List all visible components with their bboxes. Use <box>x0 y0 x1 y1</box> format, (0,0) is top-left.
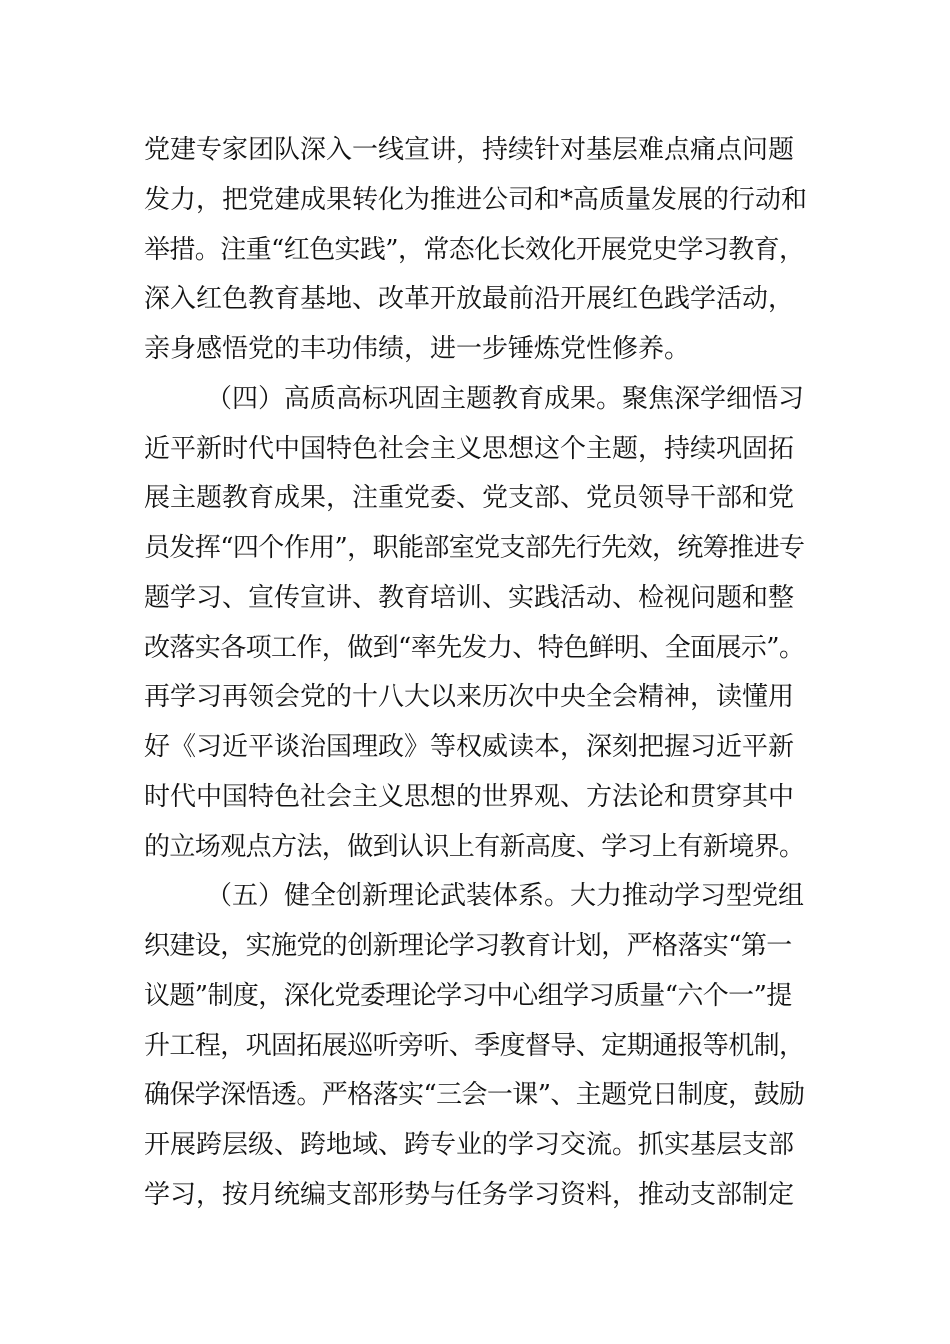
text-line: 题学习、宣传宣讲、教育培训、实践活动、检视问题和整 <box>144 582 795 613</box>
document-body <box>144 126 816 1221</box>
text-line: 确保学深悟透。严格落实“三会一课”、主题党日制度，鼓励 <box>144 1080 805 1111</box>
text-line: 近平新时代中国特色社会主义思想这个主题，持续巩固拓 <box>144 433 795 464</box>
text-line: 员发挥“四个作用”，职能部室党支部先行先效，统筹推进专 <box>144 533 805 563</box>
text-line: 发力，把党建成果转化为推进公司和*高质量发展的行动和 <box>144 184 808 215</box>
section-heading-line: （五）健全创新理论武装体系。大力推动学习型党组 <box>206 881 805 912</box>
text-line: 举措。注重“红色实践”，常态化长效化开展党史学习教育， <box>144 234 805 265</box>
text-line: 学习，按月统编支部形势与任务学习资料，推动支部制定 <box>144 1179 795 1210</box>
section-heading-line: （四）高质高标巩固主题教育成果。聚焦深学细悟习 <box>206 383 805 414</box>
text-line: 改落实各项工作，做到“率先发力、特色鲜明、全面展示”。 <box>144 632 805 663</box>
text-line: 展主题教育成果，注重党委、党支部、党员领导干部和党 <box>144 483 795 514</box>
text-line: 升工程，巩固拓展巡听旁听、季度督导、定期通报等机制， <box>144 1030 805 1061</box>
text-line: 时代中国特色社会主义思想的世界观、方法论和贯穿其中 <box>144 781 795 812</box>
text-line: 深入红色教育基地、改革开放最前沿开展红色践学活动， <box>144 284 795 315</box>
text-line: 的立场观点方法，做到认识上有新高度、学习上有新境界。 <box>144 831 805 862</box>
text-line: 议题”制度，深化党委理论学习中心组学习质量“六个一”提 <box>144 980 792 1011</box>
text-line: 织建设，实施党的创新理论学习教育计划，严格落实“第一 <box>144 931 792 961</box>
text-line: 开展跨层级、跨地域、跨专业的学习交流。抓实基层支部 <box>144 1130 795 1160</box>
text-line: 党建专家团队深入一线宣讲，持续针对基层难点痛点问题 <box>144 135 795 165</box>
text-line: 再学习再领会党的十八大以来历次中央全会精神，读懂用 <box>144 682 795 713</box>
text-line: 亲身感悟党的丰功伟绩，进一步锤炼党性修养。 <box>144 334 691 364</box>
text-line: 好《习近平谈治国理政》等权威读本，深刻把握习近平新 <box>144 732 795 762</box>
